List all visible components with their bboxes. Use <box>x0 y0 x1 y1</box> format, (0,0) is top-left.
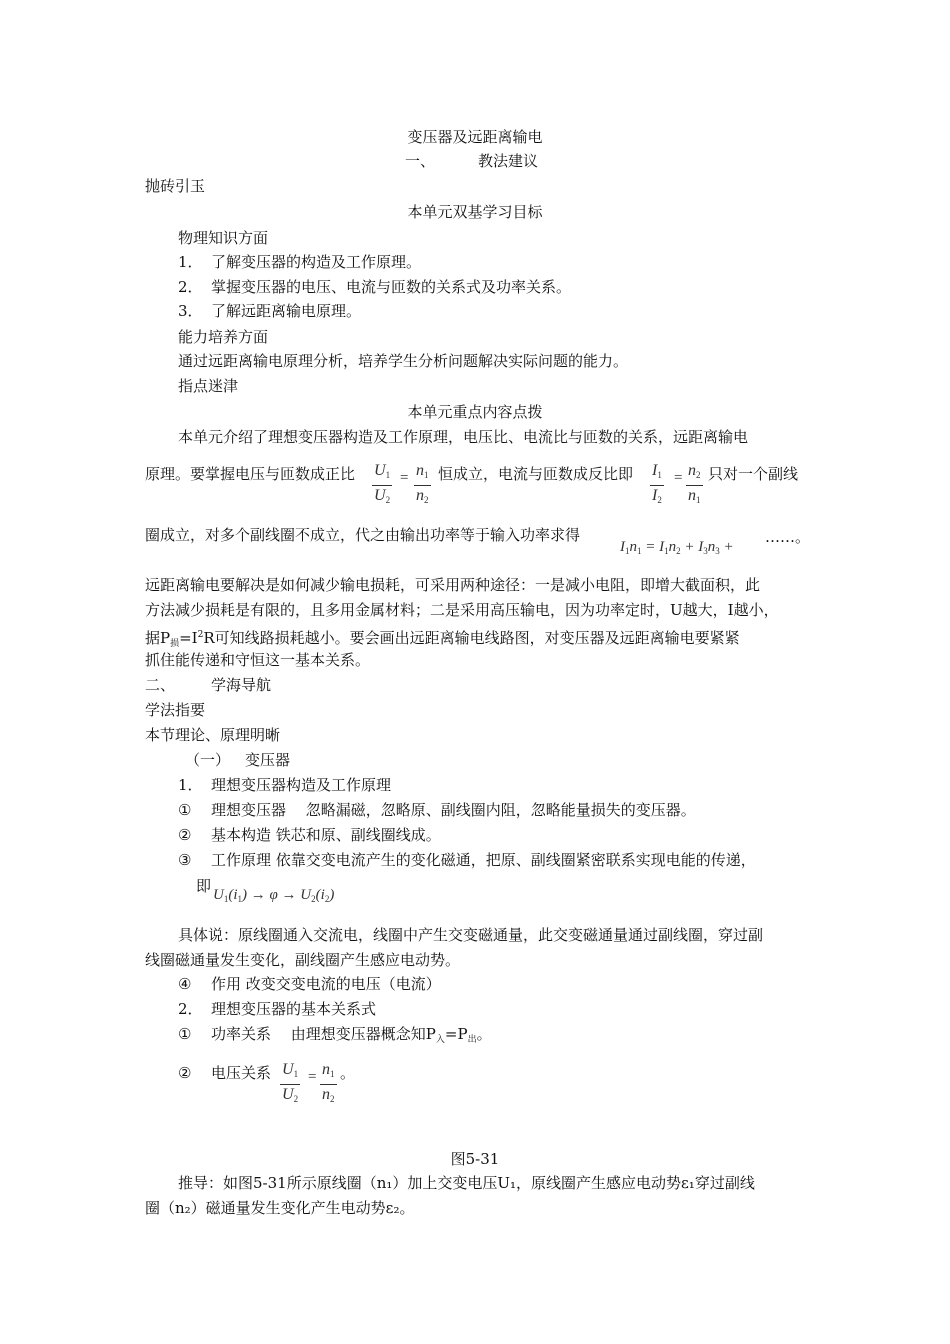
circle-3-text: 工作原理 依靠交变电流产生的变化磁通，把原、副线圈紧密联系实现电能的传递， <box>211 851 756 869</box>
equals-sign: = <box>308 1069 317 1085</box>
benjie-heading: 本节理论、原理明晰 <box>145 726 281 744</box>
section-1-number: 一、 <box>405 152 436 170</box>
item-2-number: 2． <box>178 1000 203 1018</box>
doc-title: 变压器及远距离输电 <box>407 128 543 146</box>
item-2: 理想变压器的基本关系式 <box>211 1000 377 1018</box>
power-balance-formula: $I_1n_1 = I_1n_2 + I_3n_3$ + <box>620 539 734 556</box>
section-2-title: 学海导航 <box>211 676 272 694</box>
xuefa-heading: 学法指要 <box>145 701 206 719</box>
figure-caption: 图5-31 <box>450 1150 500 1168</box>
current-ratio-formula: $\frac{I_1}{I_2}$ <box>652 462 662 505</box>
goal-3-number: 3． <box>178 302 203 320</box>
goals-title: 本单元双基学习目标 <box>407 203 543 221</box>
relation-1-number: ① <box>178 1025 192 1043</box>
subsection-1-title: 变压器 <box>245 751 291 769</box>
voltage-ratio-formula: $\frac{U_1}{U_2}$ <box>374 462 391 505</box>
goal-2-number: 2． <box>178 278 203 296</box>
key-paragraph-line-2b: 恒成立，电流与匝数成反比即 <box>438 465 634 483</box>
inverse-turns-formula: $\frac{n_2}{n_1}$ <box>688 462 701 505</box>
circle-1-number: ① <box>178 801 192 819</box>
relation-1-text: 功率关系 由理想变压器概念知$P_入=P_出$。 <box>211 1025 492 1045</box>
circle-4-number: ④ <box>178 975 192 993</box>
detail-line-2: 线圈磁通量发生变化，副线圈产生感应电动势。 <box>145 951 461 969</box>
circle-3-ji: 即 <box>196 877 212 895</box>
goal-1-number: 1． <box>178 253 203 271</box>
turns-ratio-formula: $\frac{n_1}{n_2}$ <box>416 462 429 505</box>
relation-2-end: 。 <box>340 1064 356 1082</box>
key-paragraph-line-5: 方法减少损耗是有限的，且多用金属材料；二是采用高压输电，因为功率定时，U越大，I越小， <box>145 601 779 619</box>
key-paragraph-line-2c: 只对一个副线 <box>708 465 799 483</box>
detail-line-1: 具体说：原线圈通入交流电，线圈中产生交变磁通量，此交变磁通量通过副线圈，穿过副 <box>178 926 764 944</box>
equals-sign: = <box>674 470 683 486</box>
derivation-line-2: 圈（n₂）磁通量发生变化产生电动势ε₂。 <box>145 1199 415 1217</box>
relation-2-number: ② <box>178 1064 192 1082</box>
equals-sign: = <box>400 470 409 486</box>
turns-relation-formula: $\frac{n_1}{n_2}$ <box>322 1061 335 1104</box>
relation-2-label: 电压关系 <box>211 1064 272 1082</box>
key-points-title: 本单元重点内容点拨 <box>407 403 543 421</box>
goal-1: 了解变压器的构造及工作原理。 <box>211 253 422 271</box>
key-paragraph-line-7: 抓住能传递和守恒这一基本关系。 <box>145 651 371 669</box>
key-paragraph-line-1: 本单元介绍了理想变压器构造及工作原理，电压比、电流比与匝数的关系，远距离输电 <box>178 428 749 446</box>
item-1-number: 1． <box>178 776 203 794</box>
circle-4-text: 作用 改变交变电流的电压（电流） <box>211 975 441 993</box>
circle-2-text: 基本构造 铁芯和原、副线圈线成。 <box>211 826 441 844</box>
key-paragraph-line-4: 远距离输电要解决是如何减少输电损耗，可采用两种途径：一是减小电阻，即增大截面积，此 <box>145 576 761 594</box>
circle-3-number: ③ <box>178 851 192 869</box>
key-paragraph-line-3a: 圈成立，对多个副线圈不成立，代之由输出功率等于输入功率求得 <box>145 526 581 544</box>
goal-2: 掌握变压器的电压、电流与匝数的关系式及功率关系。 <box>211 278 572 296</box>
voltage-relation-formula: $\frac{U_1}{U_2}$ <box>282 1061 299 1104</box>
ability-heading: 能力培养方面 <box>178 328 269 346</box>
subheading-paozhuan: 抛砖引玉 <box>145 177 206 195</box>
flux-chain-formula: $U_1(i_1) \to \varphi \to U_2(i_2)$ <box>213 887 335 904</box>
circle-2-number: ② <box>178 826 192 844</box>
key-paragraph-line-3b: ……。 <box>765 528 811 546</box>
goal-3: 了解远距离输电原理。 <box>211 302 362 320</box>
circle-1-text: 理想变压器 忽略漏磁，忽略原、副线圈内阻，忽略能量损失的变压器。 <box>211 801 696 819</box>
ability-text: 通过远距离输电原理分析，培养学生分析问题解决实际问题的能力。 <box>178 352 629 370</box>
key-paragraph-line-2a: 原理。要掌握电压与匝数成正比 <box>145 465 356 483</box>
item-1: 理想变压器构造及工作原理 <box>211 776 392 794</box>
key-paragraph-line-6: 据$P_损=I^2R$可知线路损耗越小。要会画出远距离输电线路图，对变压器及远距离输电要紧紧 <box>145 629 740 649</box>
subsection-1-number: （一） <box>185 751 231 769</box>
derivation-line-1: 推导：如图5-31所示原线圈（n₁）加上交变电压U₁，原线圈产生感应电动势ε₁穿过副线 <box>178 1174 755 1192</box>
zhidian-heading: 指点迷津 <box>178 377 239 395</box>
section-1-title: 教法建议 <box>478 152 539 170</box>
physics-heading: 物理知识方面 <box>178 229 269 247</box>
section-2-number: 二、 <box>145 676 176 694</box>
